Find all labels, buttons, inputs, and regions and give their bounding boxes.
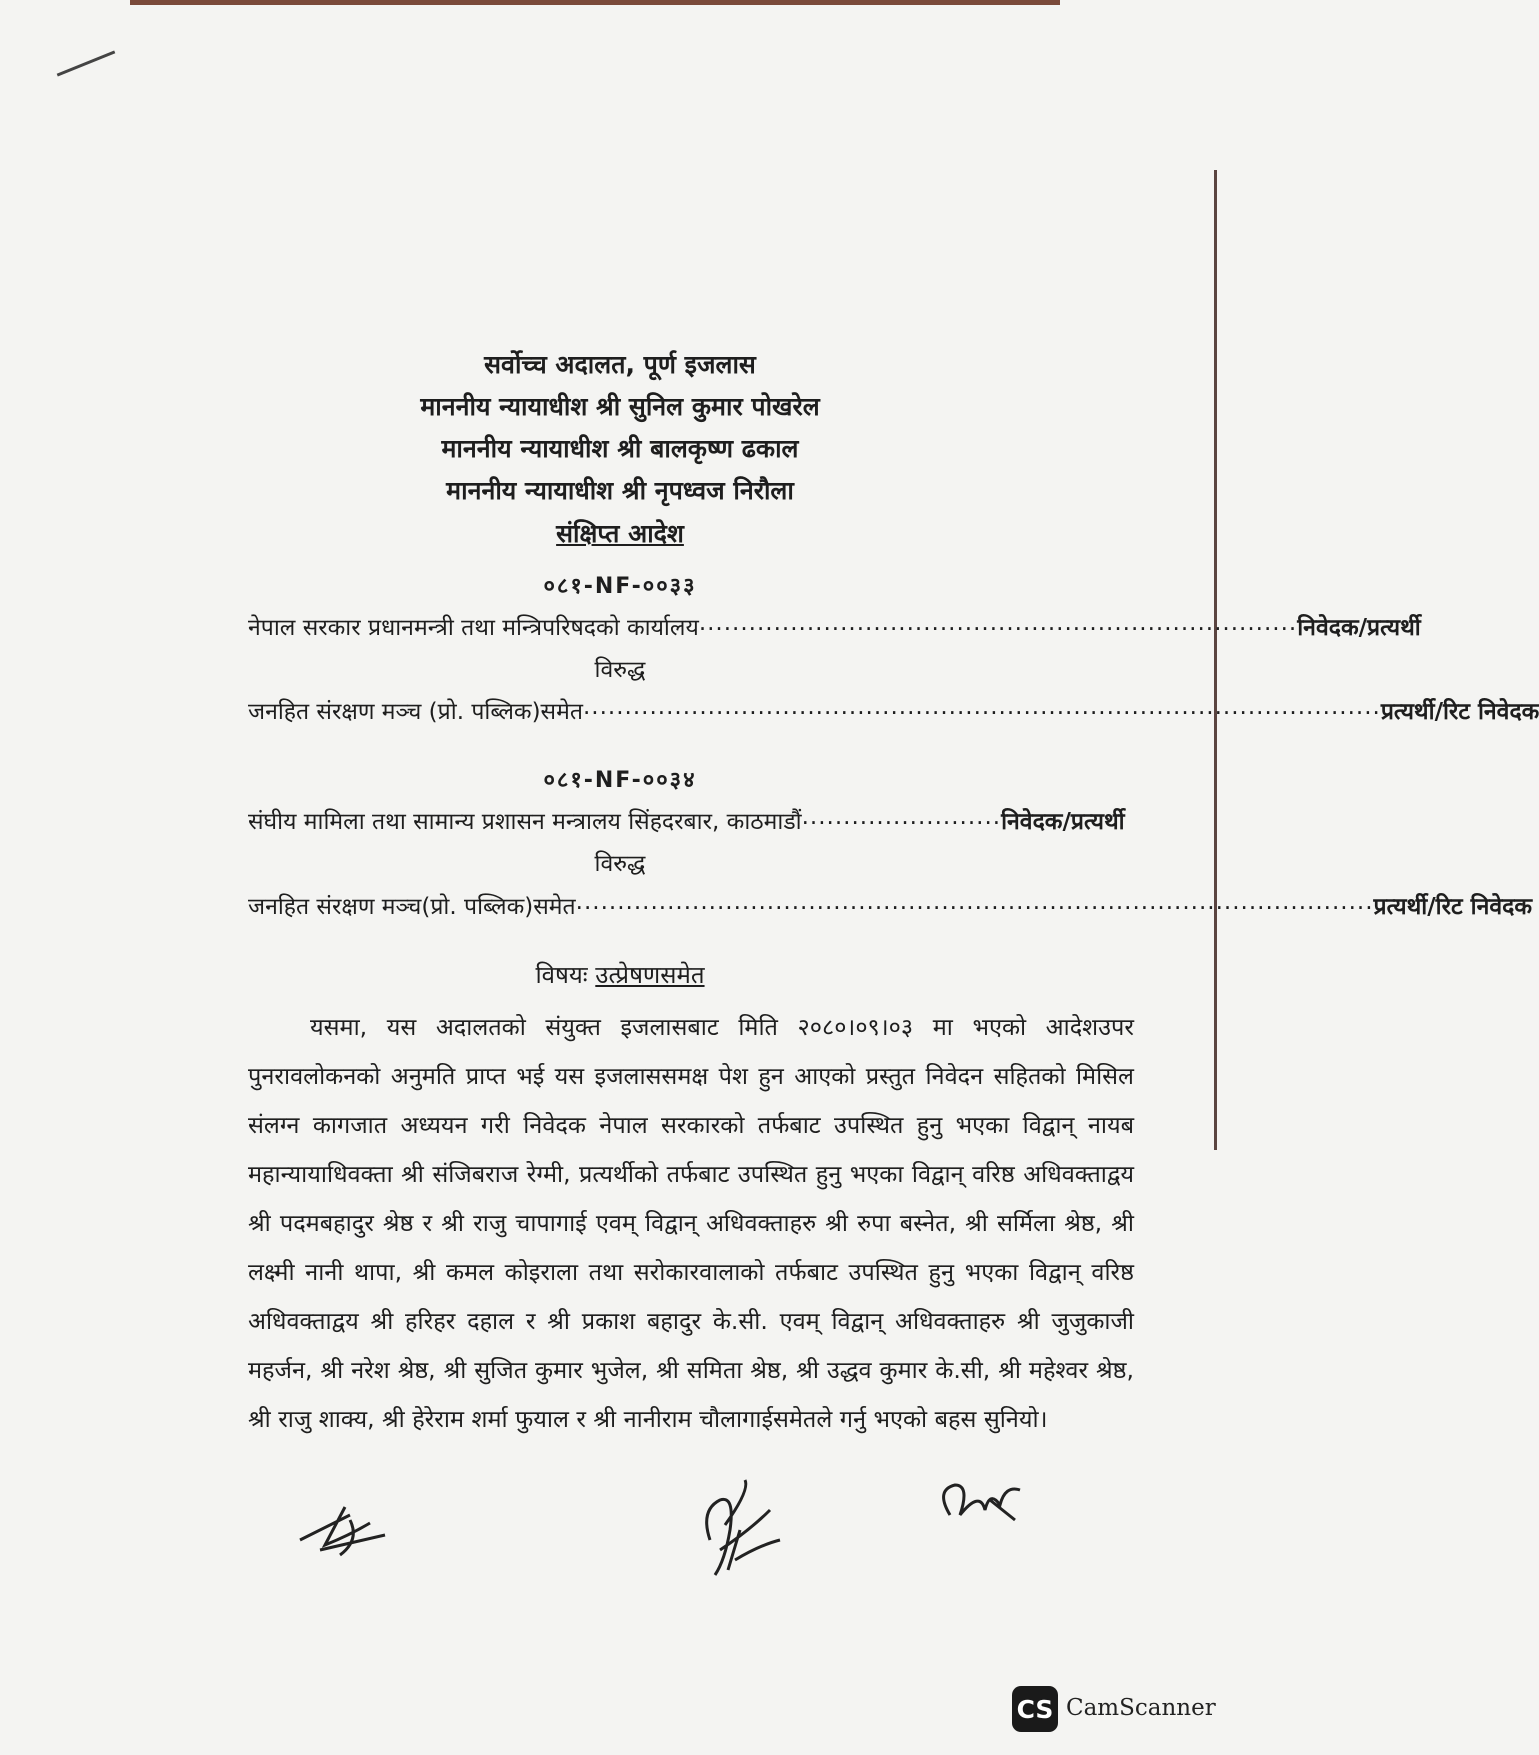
justice-2: माननीय न्यायाधीश श्री बालकृष्ण ढकाल: [441, 434, 799, 463]
camscanner-text: CamScanner: [1066, 1695, 1216, 1721]
case-2-respondent: जनहित संरक्षण मञ्च(प्रो. पब्लिक)समेत: [248, 894, 576, 920]
case-1-petitioner-role: निवेदक/प्रत्यर्थी: [1297, 615, 1421, 641]
order-type: [0, 513, 1240, 555]
scan-top-edge: [130, 0, 1060, 5]
case-1-respondent: जनहित संरक्षण मञ्च (प्रो. पब्लिक)समेत: [248, 699, 583, 725]
case-2-respondent-role: प्रत्यर्थी/रिट निवेदक: [1373, 894, 1533, 920]
pen-mark: [57, 50, 116, 76]
case-number-2: ०८१-NF-००३४: [543, 768, 697, 793]
subject-value: उत्प्रेषणसमेत: [595, 961, 705, 989]
case-1-respondent-line: [248, 694, 1539, 726]
leader-dots: ................................................................................................: [575, 889, 1374, 915]
case-2-versus: विरुद्ध: [594, 851, 646, 877]
order-body: यसमा, यस अदालतको संयुक्त इजलासबाट मिति २०८०।०९।०३ मा भएको आदेशउपर पुनरावलोकनको अनुमति प्राप्त भई यस इजलाससमक्ष पेश हुन आएको प्रस्तुत निवेदन सहितको मिसिल संलग्न कागजात अध्ययन गरी निवेदक नेपाल सरकारको तर्फबाट उपस्थित हुनु भएका विद्वान् नायब महान्यायाधिवक्ता श्री संजिबराज रेग्मी, प्रत्यर्थीको तर्फबाट उपस्थित हुनु भएका विद्वान् वरिष्ठ अधिवक्ताद्वय श्री पदमबहादुर श्रेष्ठ र श्री राजु चापागाई एवम् विद्वान् अधिवक्ताहरु श्री रुपा बस्नेत, श्री सर्मिला श्रेष्ठ, श्री लक्ष्मी नानी थापा, श्री कमल कोइराला तथा सरोकारवालाको तर्फबाट उपस्थित हुनु भएका विद्वान् वरिष्ठ अधिवक्ताद्वय श्री हरिहर दहाल र श्री प्रकाश बहादुर के.सी. एवम् विद्वान् अधिवक्ताहरु श्री जुजुकाजी महर्जन, श्री नरेश श्रेष्ठ, श्री सुजित कुमार भुजेल, श्री समिता श्रेष्ठ, श्री उद्धव कुमार के.सी, श्री महेश्वर श्रेष्ठ, श्री राजु शाक्य, श्री हेरेराम शर्मा फुयाल र श्री नानीराम चौलागाईसमेतले गर्नु भएको बहस सुनियो।: [248, 1013, 1134, 1433]
case-1-respondent-role: प्रत्यर्थी/रिट निवेदक: [1380, 699, 1539, 725]
case-2-petitioner-line: [248, 804, 1125, 836]
case-2-petitioner: संघीय मामिला तथा सामान्य प्रशासन मन्त्रालय सिंहदरबार, काठमाडौं: [248, 809, 802, 835]
case-1-petitioner: नेपाल सरकार प्रधानमन्त्री तथा मन्त्रिपरिषदको कार्यालय: [248, 615, 699, 641]
subject-line: [0, 958, 1240, 991]
order-type-label: संक्षिप्त आदेश: [556, 519, 684, 548]
leader-dots: ........................................................................: [698, 610, 1298, 636]
signature-1: [290, 1495, 400, 1565]
leader-dots: ................................................................................................: [582, 694, 1381, 720]
signature-3: [930, 1470, 1040, 1540]
justice-3: माननीय न्यायाधीश श्री नृपध्वज निरौला: [446, 476, 794, 505]
case-1-petitioner-line: [248, 610, 1421, 642]
camscanner-logo: CS: [1012, 1686, 1058, 1732]
signature-2: [680, 1470, 790, 1590]
case-1-versus: विरुद्ध: [594, 657, 646, 683]
court-title: सर्वोच्च अदालत, पूर्ण इजलास: [484, 350, 756, 379]
leader-dots: ........................: [801, 804, 1002, 830]
subject-label: विषयः: [535, 961, 588, 989]
case-2-respondent-line: [248, 889, 1533, 921]
case-2-petitioner-role: निवेदक/प्रत्यर्थी: [1001, 809, 1125, 835]
case-number-1: ०८१-NF-००३३: [543, 574, 697, 599]
justice-1: माननीय न्यायाधीश श्री सुनिल कुमार पोखरेल: [420, 392, 820, 421]
